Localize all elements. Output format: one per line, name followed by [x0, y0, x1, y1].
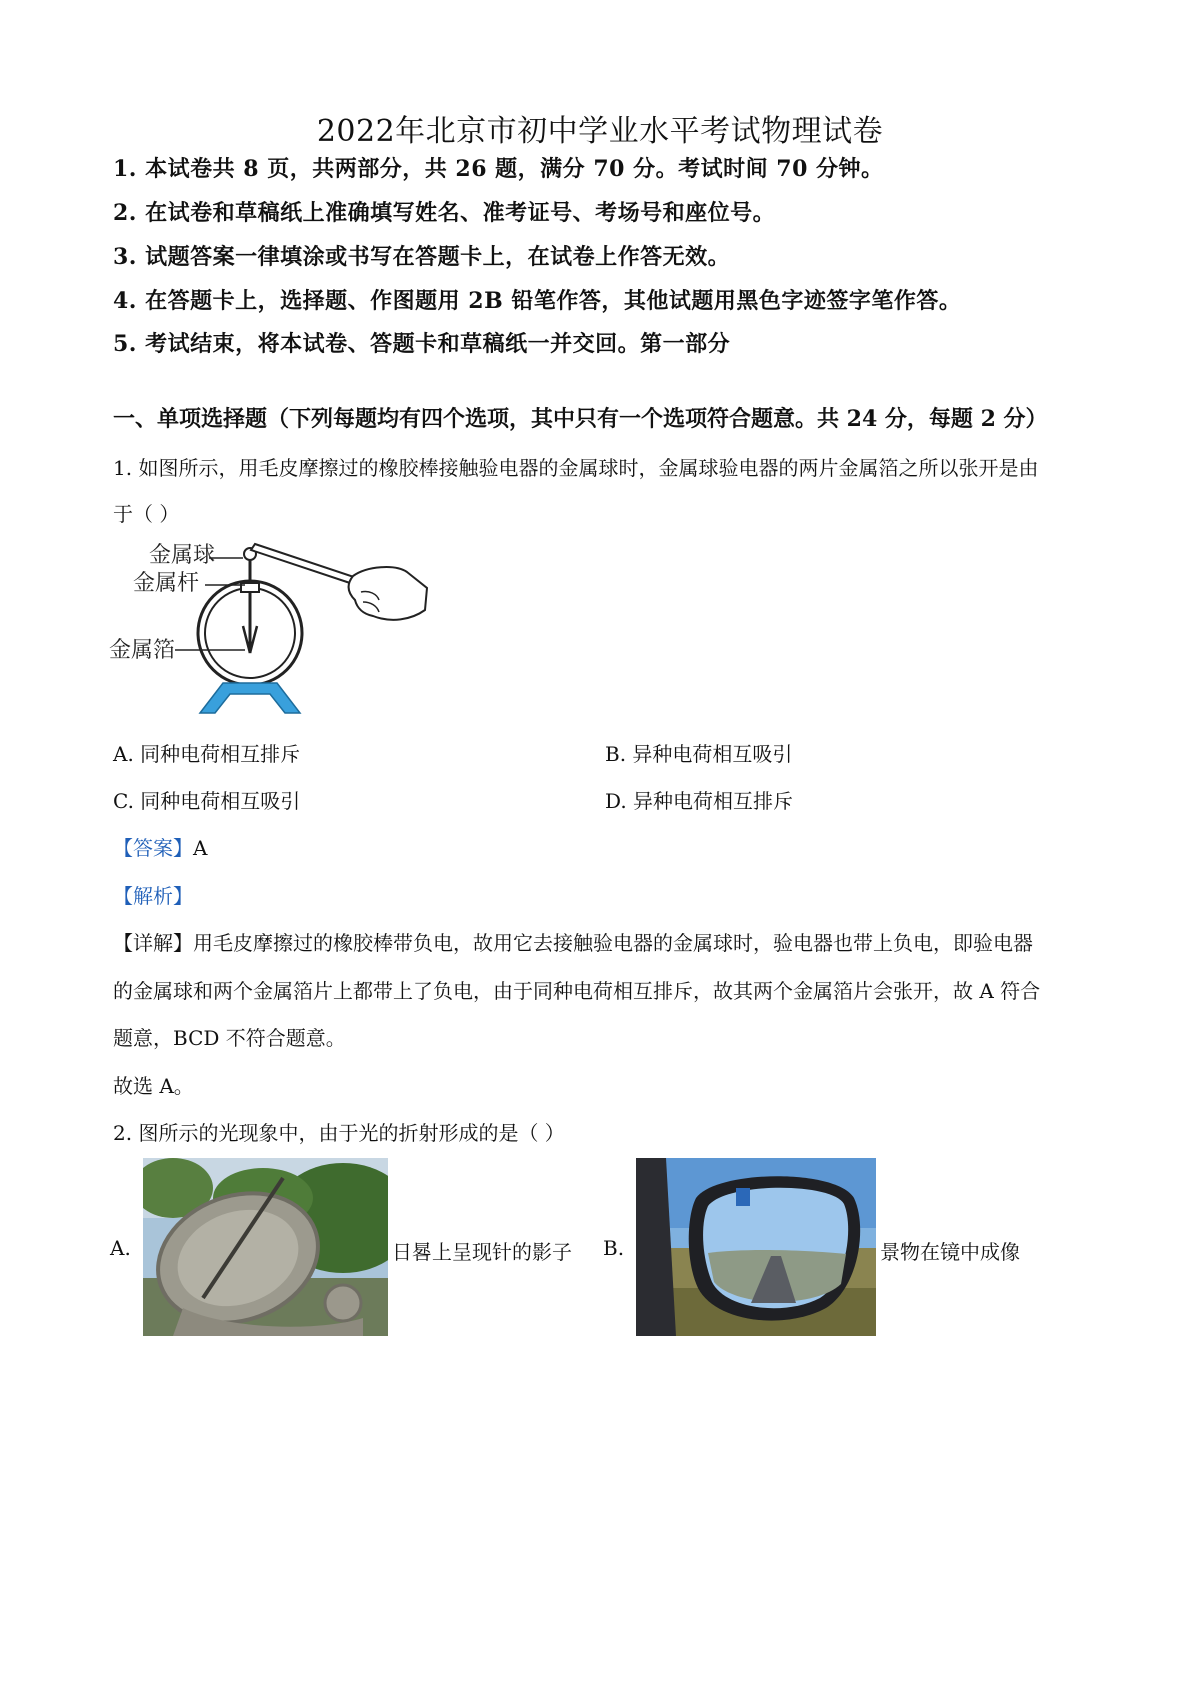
- answer-tag: 【答案】: [113, 836, 193, 860]
- q2-option-b-letter: B.: [603, 1236, 625, 1260]
- q1-stem-line1: 1. 如图所示，用毛皮摩擦过的橡胶棒接触验电器的金属球时，金属球验电器的两片金属箔之所以张开是由: [113, 456, 1039, 480]
- q1-conclusion: 故选 A。: [113, 1074, 194, 1098]
- electroscope-figure: [105, 528, 445, 718]
- section-heading: 一、单项选择题（下列每题均有四个选项，其中只有一个选项符合题意。共 24 分，每题 2 分）: [113, 406, 1048, 432]
- q2-option-b-caption: 景物在镜中成像: [880, 1240, 1020, 1264]
- q1-option-b: B. 异种电荷相互吸引: [605, 742, 793, 766]
- car-mirror-image: [636, 1158, 876, 1336]
- label-metal-rod: 金属杆: [133, 571, 200, 596]
- q1-option-a: A. 同种电荷相互排斥: [113, 742, 301, 766]
- q2-stem: 2. 图所示的光现象中，由于光的折射形成的是（ ）: [113, 1121, 565, 1145]
- hand-icon: [349, 567, 427, 620]
- electroscope-stand: [200, 683, 300, 713]
- instruction-5: 5. 考试结束，将本试卷、答题卡和草稿纸一并交回。第一部分: [113, 331, 731, 357]
- label-metal-foil: 金属箔: [109, 638, 176, 663]
- sundial-image: [143, 1158, 388, 1336]
- car-mirror-photo: [636, 1158, 876, 1336]
- q2-option-a-caption: 日晷上呈现针的影子: [392, 1240, 572, 1264]
- q1-detail-line2: 的金属球和两个金属箔片上都带上了负电，由于同种电荷相互排斥，故其两个金属箔片会张开，故 A 符合: [113, 979, 1041, 1003]
- page-title: 2022年北京市初中学业水平考试物理试卷: [316, 114, 884, 149]
- instruction-2: 2. 在试卷和草稿纸上准确填写姓名、准考证号、考场号和座位号。: [113, 200, 776, 226]
- q1-answer: [113, 832, 207, 861]
- instruction-3: 3. 试题答案一律填涂或书写在答题卡上，在试卷上作答无效。: [113, 244, 731, 270]
- answer-value: A: [193, 836, 208, 860]
- q1-detail-line1: [113, 927, 1033, 956]
- q1-option-c: C. 同种电荷相互吸引: [113, 789, 301, 813]
- label-metal-ball: 金属球: [149, 543, 216, 568]
- instruction-4: 4. 在答题卡上，选择题、作图题用 2B 铅笔作答，其他试题用黑色字迹签字笔作答。: [113, 288, 962, 314]
- q1-stem-line2: 于（ ）: [113, 502, 180, 526]
- q1-detail-line3: 题意，BCD 不符合题意。: [113, 1026, 346, 1050]
- sundial-photo: [143, 1158, 388, 1336]
- q2-option-a-letter: A.: [110, 1236, 131, 1260]
- analysis-tag: 【解析】: [113, 884, 193, 908]
- rubber-rod: [251, 544, 363, 586]
- detail-text-1: 用毛皮摩擦过的橡胶棒带负电，故用它去接触验电器的金属球时，验电器也带上负电，即验电器: [193, 931, 1033, 955]
- instruction-1: 1. 本试卷共 8 页，共两部分，共 26 题，满分 70 分。考试时间 70 分钟。: [113, 156, 884, 182]
- q1-option-d: D. 异种电荷相互排斥: [605, 789, 794, 813]
- detail-tag: 【详解】: [113, 931, 193, 955]
